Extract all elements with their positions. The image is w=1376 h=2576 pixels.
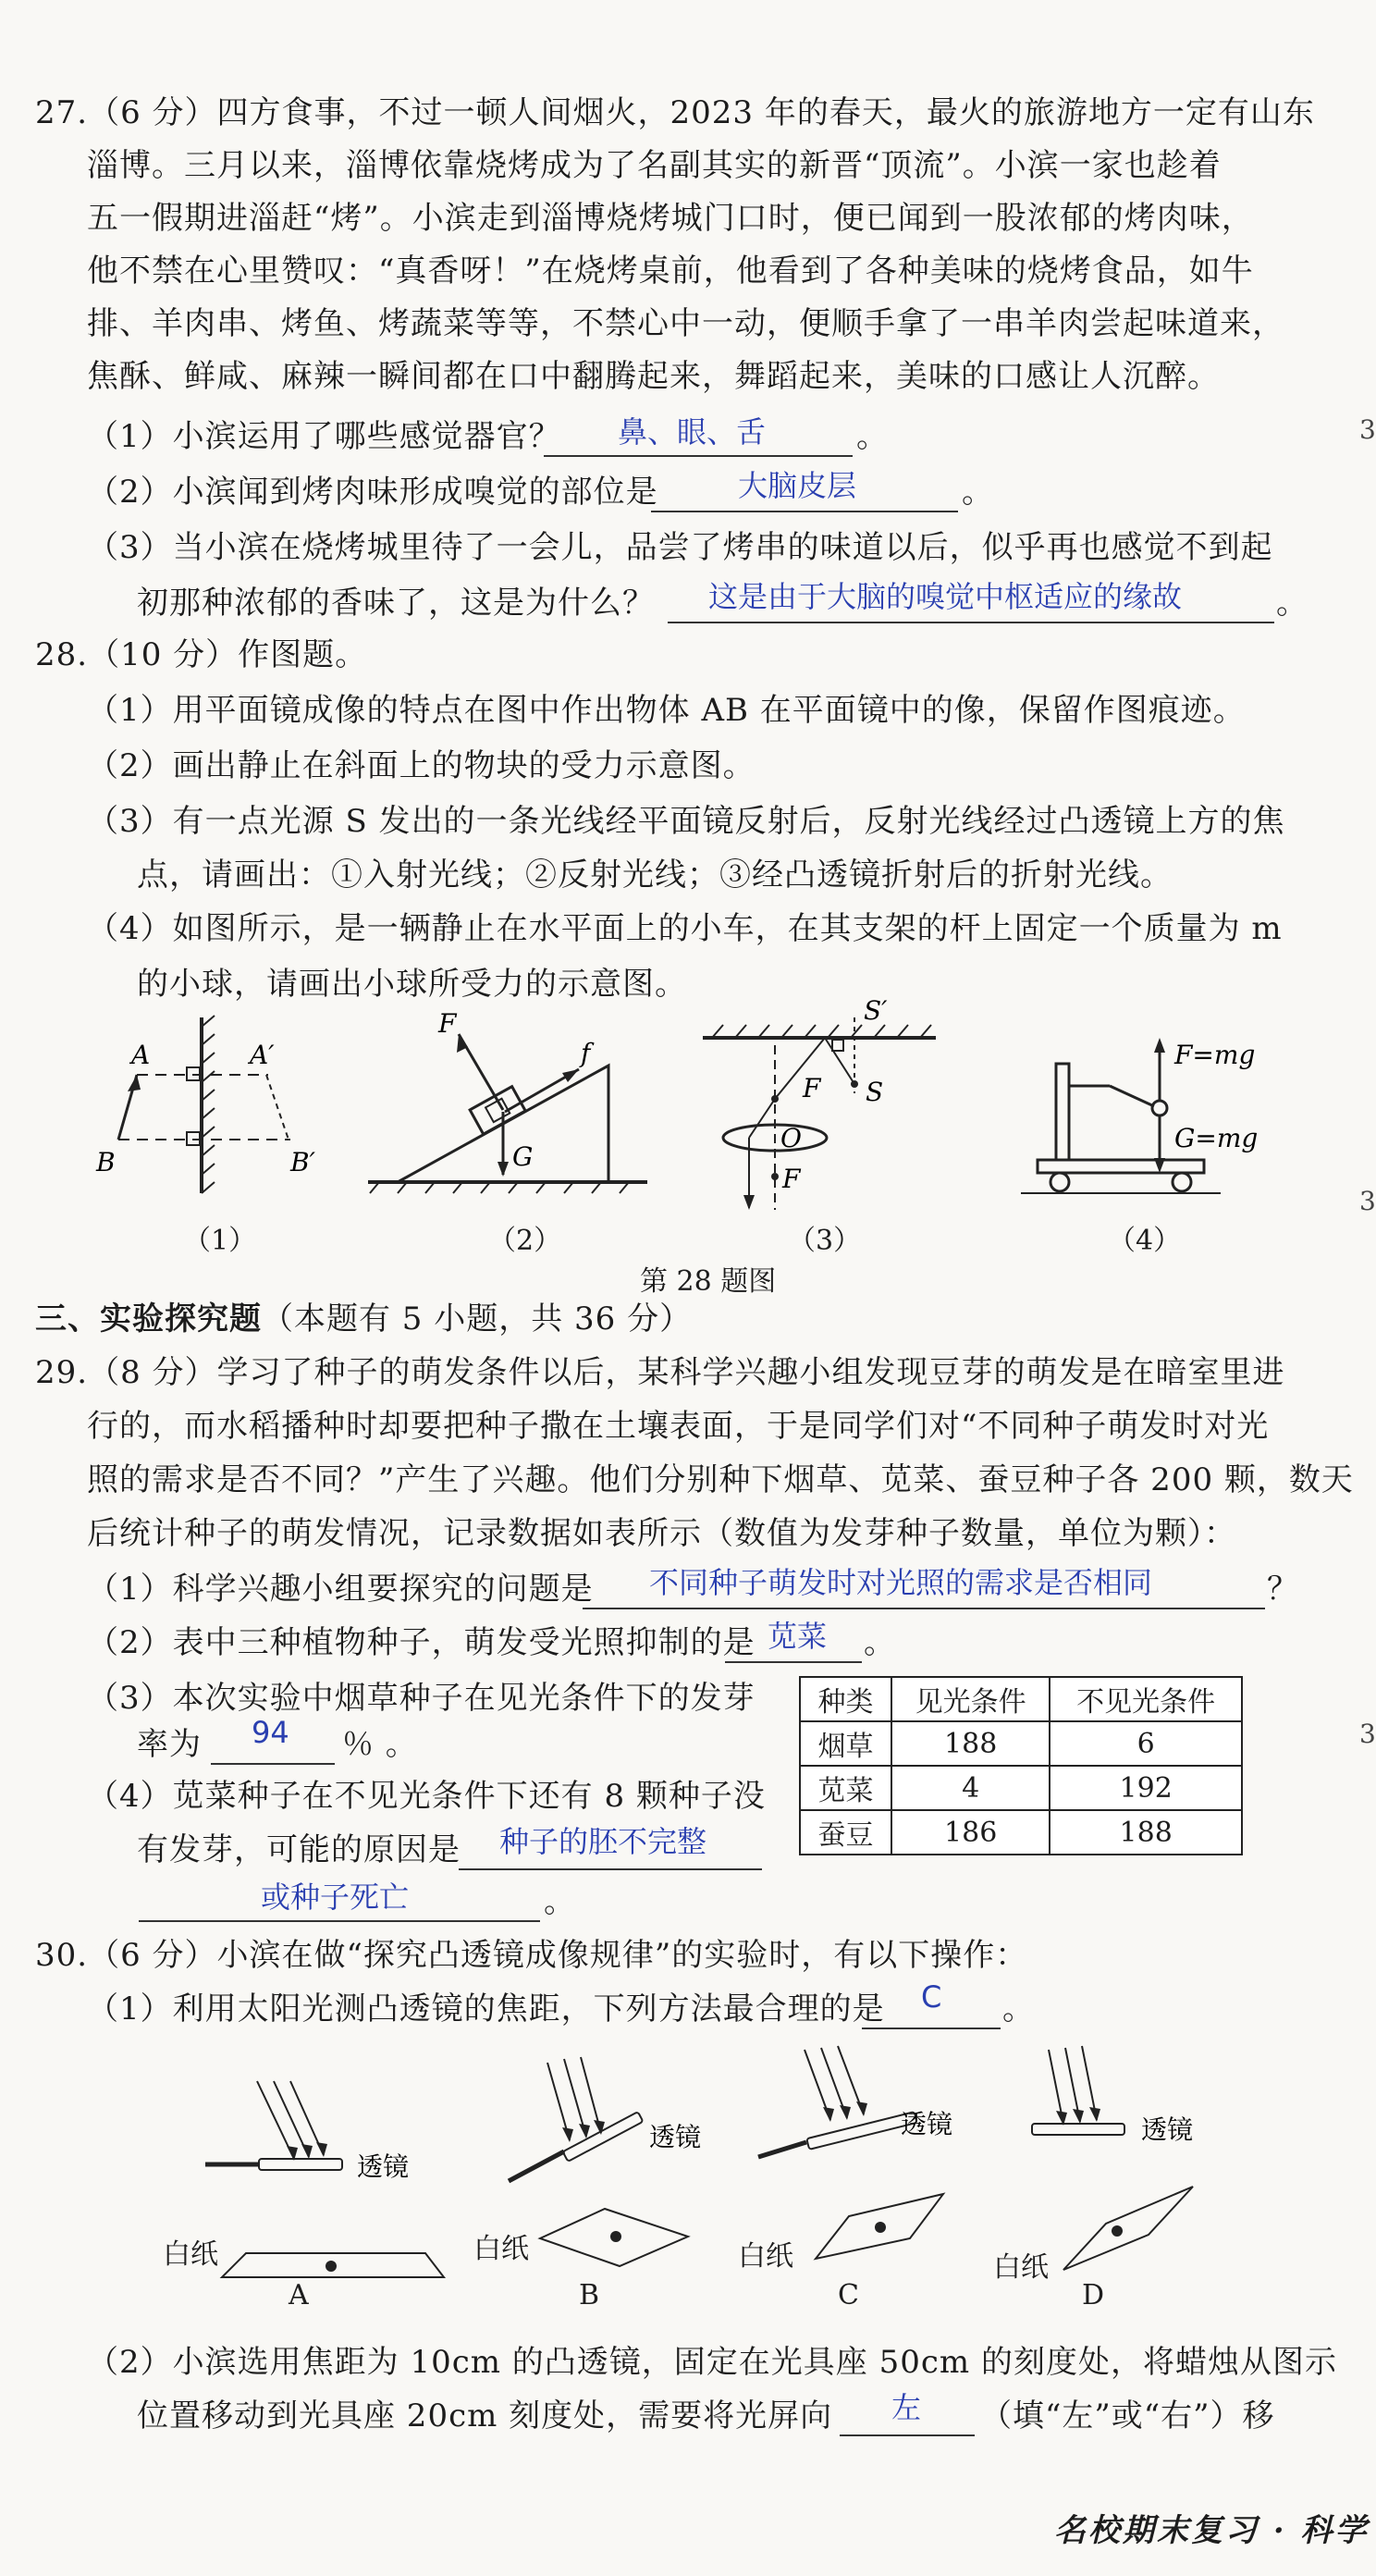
option-A-lens-label: 透镜	[357, 2151, 410, 2182]
table-cell: 188	[1050, 1810, 1242, 1855]
q29-line-3: 照的需求是否不同？”产生了兴趣。他们分别种下烟草、苋菜、蚕豆种子各 200 颗，数天	[87, 1461, 1354, 1498]
option-C-paper-label: 白纸	[738, 2240, 793, 2273]
q27-line-5: 排、羊肉串、烤鱼、烤蔬菜等等，不禁心中一动，便顺手拿了一串羊肉尝起味道来，	[87, 305, 1284, 342]
q28-fig-label-1: （1）	[183, 1225, 257, 1257]
table-cell: 蚕豆	[800, 1810, 891, 1855]
table-header-row	[800, 1677, 1242, 1721]
q29-percent: ％ 。	[342, 1726, 418, 1763]
fig1-label-B-image: B′	[290, 1147, 315, 1177]
q28-figure-4-cart	[1017, 1017, 1295, 1221]
option-D-letter: D	[1082, 2279, 1105, 2311]
option-B-lens-label: 透镜	[649, 2122, 702, 2152]
q29-prompt-4a: （4）苋菜种子在不见光条件下还有 8 颗种子没	[87, 1778, 766, 1815]
option-A-letter: A	[289, 2279, 309, 2311]
section-3-title: 三、实验探究题	[35, 1300, 262, 1337]
fig3-label-F-upper: F	[803, 1073, 821, 1103]
q28-figure-3-mirror-lens	[684, 990, 962, 1230]
fig3-label-S: S	[866, 1077, 884, 1107]
table-header: 见光条件	[891, 1677, 1050, 1721]
q27-prompt-3a: （3）当小滨在烧烤城里待了一会儿，品尝了烤串的味道以后，似乎再也感觉不到起	[87, 529, 1273, 566]
q29-answer-line-2	[725, 1661, 862, 1663]
table-cell: 4	[891, 1766, 1050, 1810]
q27-line-2: 淄博。三月以来，淄博依靠烧烤成为了名副其实的新晋“顶流”。小滨一家也趁着	[87, 147, 1222, 184]
fig4-label-G: G=mg	[1174, 1123, 1259, 1153]
table-cell: 192	[1050, 1766, 1242, 1810]
q29-answer-2: 苋菜	[768, 1619, 828, 1654]
q28-prompt-4b: 的小球，请画出小球所受力的示意图。	[137, 966, 687, 1003]
q29-answer-line-4b	[139, 1920, 540, 1922]
table-row	[800, 1810, 1242, 1855]
q28-fig-label-3: （3）	[788, 1225, 862, 1257]
q29-answer-line-3	[211, 1763, 335, 1765]
table-cell: 苋菜	[800, 1766, 891, 1810]
q28-figure-2-incline	[361, 1008, 657, 1230]
q29-answer-line-4a	[459, 1868, 762, 1870]
q27-period-1: 。	[856, 418, 889, 455]
table-header: 不见光条件	[1050, 1677, 1242, 1721]
edge-mark: 3	[1359, 414, 1376, 445]
table-row	[800, 1766, 1242, 1810]
q28-prompt-3a: （3）有一点光源 S 发出的一条光线经平面镜反射后，反射光线经过凸透镜上方的焦	[87, 803, 1285, 840]
q29-data-table	[799, 1676, 1243, 1855]
q28-title: 28.（10 分）作图题。	[35, 636, 368, 673]
q29-answer-4b: 或种子死亡	[261, 1880, 410, 1915]
table-cell: 6	[1050, 1721, 1242, 1766]
section-3-heading	[35, 1297, 692, 1341]
q29-answer-line-1	[583, 1608, 1265, 1609]
q27-line-4: 他不禁在心里赞叹：“真香呀！”在烧烤桌前，他看到了各种美味的烧烤食品，如牛	[87, 253, 1254, 290]
q27-answer-3: 这是由于大脑的嗅觉中枢适应的缘故	[708, 579, 1183, 614]
fig1-label-B: B	[96, 1147, 116, 1177]
q27-prompt-2: （2）小滨闻到烤肉味形成嗅觉的部位是	[87, 474, 658, 511]
option-B-letter: B	[579, 2279, 600, 2311]
q27-line-1: 27.（6 分）四方食事，不过一顿人间烟火，2023 年的春天，最火的旅游地方一定有山东	[35, 94, 1315, 131]
option-C-letter: C	[838, 2279, 859, 2311]
q28-prompt-2: （2）画出静止在斜面上的物块的受力示意图。	[87, 747, 756, 784]
q28-figure-caption: 第 28 题图	[640, 1265, 777, 1298]
q27-line-6: 焦酥、鲜咸、麻辣一瞬间都在口中翻腾起来，舞蹈起来，美味的口感让人沉醉。	[87, 358, 1220, 395]
q30-answer-2: 左	[891, 2390, 922, 2425]
q30-answer-line-2	[840, 2434, 975, 2436]
option-D-paper-label: 白纸	[993, 2251, 1049, 2284]
q28-prompt-4a: （4）如图所示，是一辆静止在水平面上的小车，在其支架的杆上固定一个质量为 m	[87, 910, 1283, 947]
q27-period-3: 。	[1276, 585, 1308, 622]
q27-prompt-1: （1）小滨运用了哪些感觉器官？	[87, 418, 561, 455]
q27-answer-1: 鼻、眼、舌	[618, 414, 767, 450]
q30-title: 30.（6 分）小滨在做“探究凸透镜成像规律”的实验时，有以下操作：	[35, 1937, 1028, 1974]
q29-period-2: 。	[864, 1624, 896, 1661]
q29-period-4: 。	[544, 1883, 576, 1920]
q29-prompt-2: （2）表中三种植物种子，萌发受光照抑制的是	[87, 1624, 756, 1661]
q29-prompt-3a: （3）本次实验中烟草种子在见光条件下的发芽	[87, 1680, 756, 1717]
fig2-label-F: F	[438, 1008, 457, 1039]
table-cell: 186	[891, 1810, 1050, 1855]
q27-period-2: 。	[962, 474, 994, 511]
q27-answer-2: 大脑皮层	[738, 468, 857, 503]
q29-line-2: 行的，而水稻播种时却要把种子撒在土壤表面，于是同学们对“不同种子萌发时对光	[87, 1408, 1270, 1445]
fig3-label-O: O	[780, 1123, 802, 1153]
q29-prompt-4b: 有发芽，可能的原因是	[137, 1831, 461, 1868]
option-C-lens-label: 透镜	[901, 2109, 953, 2139]
table-cell: 烟草	[800, 1721, 891, 1766]
fig3-label-F-lower: F	[782, 1164, 801, 1194]
q28-fig-label-4: （4）	[1108, 1225, 1182, 1257]
q30-prompt-2c: （填“左”或“右”）移	[980, 2397, 1275, 2434]
table-header: 种类	[800, 1677, 891, 1721]
fig1-label-A: A	[131, 1040, 151, 1070]
q27-answer-line-2	[651, 511, 958, 512]
section-3-note: （本题有 5 小题，共 36 分）	[262, 1300, 693, 1337]
q28-prompt-1: （1）用平面镜成像的特点在图中作出物体 AB 在平面镜中的像，保留作图痕迹。	[87, 692, 1246, 729]
q30-answer-line-1	[862, 2028, 1001, 2029]
q29-prompt-1: （1）科学兴趣小组要探究的问题是	[87, 1571, 594, 1608]
option-B-paper-label: 白纸	[473, 2233, 529, 2265]
q29-question-mark: ？	[1267, 1571, 1299, 1608]
fig2-label-G: G	[512, 1141, 534, 1172]
q30-prompt-1: （1）利用太阳光测凸透镜的焦距，下列方法最合理的是	[87, 1991, 885, 2028]
q30-prompt-2a: （2）小滨选用焦距为 10cm 的凸透镜，固定在光具座 50cm 的刻度处，将蜡烛从图示	[87, 2344, 1337, 2381]
q29-prompt-3b: 率为	[137, 1726, 202, 1763]
q28-figure-1-plane-mirror	[83, 1008, 361, 1230]
q29-line-4: 后统计种子的萌发情况，记录数据如表所示（数值为发芽种子数量，单位为颗）：	[87, 1515, 1236, 1552]
table-cell: 188	[891, 1721, 1050, 1766]
fig4-label-F: F=mg	[1174, 1040, 1256, 1070]
q27-answer-line-3	[668, 622, 1274, 623]
q27-prompt-3b: 初那种浓郁的香味了，这是为什么？	[137, 585, 655, 622]
q29-answer-3: 94	[252, 1715, 289, 1750]
fig1-label-A-image: A′	[250, 1040, 275, 1070]
option-D-lens-label: 透镜	[1141, 2114, 1194, 2145]
page-footer: 名校期末复习 · 科学	[1054, 2512, 1370, 2549]
q29-answer-1: 不同种子萌发时对光照的需求是否相同	[649, 1565, 1153, 1600]
q28-fig-label-2: （2）	[488, 1225, 562, 1257]
q29-answer-4a: 种子的胚不完整	[499, 1824, 707, 1859]
fig3-label-S-image: S′	[864, 995, 888, 1026]
q30-period-1: 。	[1002, 1991, 1035, 2028]
q30-prompt-2b: 位置移动到光具座 20cm 刻度处，需要将光屏向	[137, 2397, 833, 2434]
edge-mark: 3	[1359, 1719, 1376, 1749]
table-row	[800, 1721, 1242, 1766]
fig2-label-f: f	[581, 1038, 591, 1068]
q28-prompt-3b: 点，请画出：①入射光线；②反射光线；③经凸透镜折射后的折射光线。	[137, 857, 1173, 894]
q30-answer-1: C	[921, 1979, 942, 2015]
q27-line-3: 五一假期进淄赶“烤”。小滨走到淄博烧烤城门口时，便已闻到一股浓郁的烤肉味，	[87, 200, 1254, 237]
q29-line-1: 29.（8 分）学习了种子的萌发条件以后，某科学兴趣小组发现豆芽的萌发是在暗室里进	[35, 1354, 1285, 1391]
q27-answer-line-1	[544, 455, 853, 457]
edge-mark: 3	[1359, 1186, 1376, 1216]
option-A-paper-label: 白纸	[163, 2238, 218, 2271]
